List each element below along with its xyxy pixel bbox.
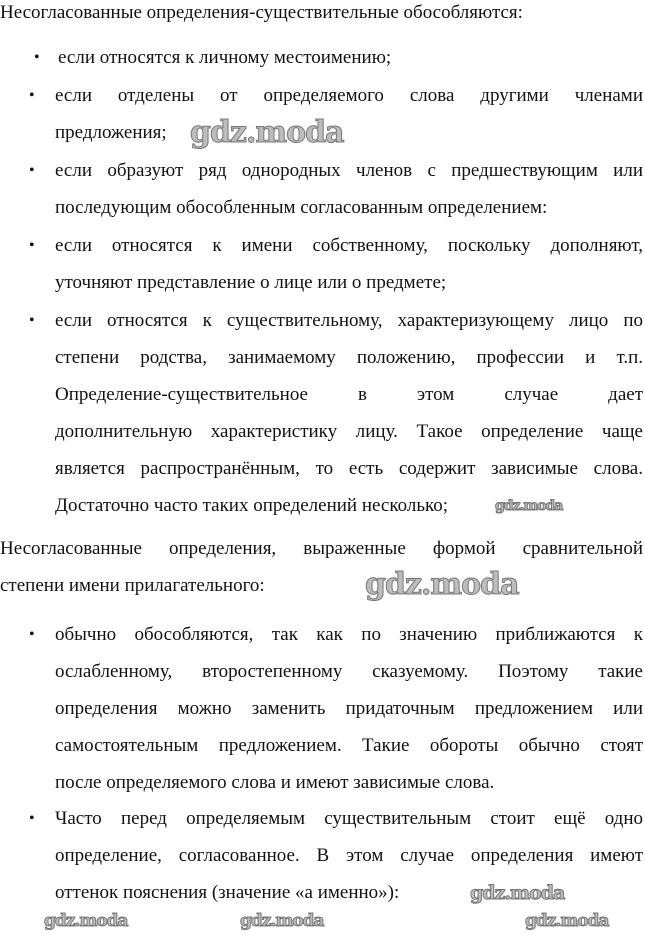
bullet-icon: • (34, 49, 40, 66)
text-line: определение, согласованное. В этом случае определения имеют (55, 845, 643, 866)
text-line: предложения; (55, 122, 167, 143)
watermark: gdz.moda (365, 567, 519, 602)
bullet-icon: • (29, 626, 35, 643)
bullet-item (29, 227, 643, 301)
text-line: Несогласованные определения, выраженные формой сравнительной (0, 538, 643, 559)
bullet-icon: • (29, 810, 35, 827)
bullet-icon: • (29, 162, 35, 179)
text-line: если образуют ряд однородных членов с предшествующим или (55, 160, 643, 181)
bullet-icon: • (29, 237, 35, 254)
bullet-item (29, 302, 643, 524)
text-line: оттенок пояснения (значение «а именно»): (55, 882, 400, 903)
text-line: если относятся к существительному, характеризующему лицо по (55, 310, 643, 331)
text-line: степени родства, занимаемому положению, профессии и т.п. (55, 347, 643, 368)
watermark: gdz.moda (44, 911, 128, 931)
text-line: самостоятельным предложением. Такие обороты обычно стоят (55, 735, 643, 756)
text-line: если относятся к имени собственному, поскольку дополняют, (55, 235, 643, 256)
watermark: gdz.moda (240, 911, 324, 931)
paragraph (0, 0, 643, 31)
text-line: после определяемого слова и имеют зависимые слова. (55, 772, 495, 793)
text-line: степени имени прилагательного: (0, 575, 265, 596)
bullet-item (29, 616, 643, 801)
watermark: gdz.moda (190, 115, 344, 150)
bullet-item (29, 152, 643, 226)
bullet-icon: • (29, 312, 35, 329)
text-line: если относятся к личному местоимению; (58, 47, 392, 68)
watermark: gdz.moda (470, 882, 565, 904)
text-line: Определение-существительное в этом случае дает (55, 384, 643, 405)
watermark: gdz.moda (525, 911, 609, 931)
text-line: обычно обособляются, так как по значению приближаются к (55, 624, 643, 645)
bullet-item (34, 39, 643, 76)
text-line: дополнительную характеристику лицу. Такое определение чаще (55, 421, 643, 442)
text-line: Достаточно часто таких определений несколько; (55, 495, 449, 516)
bullet-icon: • (29, 87, 35, 104)
text-line: уточняют представление о лице или о предмете; (55, 272, 447, 293)
text-line: является распространённым, то есть содержит зависимые слова. (55, 458, 643, 479)
text-line: если отделены от определяемого слова другими членами (55, 85, 643, 106)
paragraph (0, 530, 643, 604)
bullet-item (29, 77, 643, 151)
text-line: Несогласованные определения-существительные обособляются: (0, 2, 523, 23)
text-line: Часто перед определяемым существительным стоит ещё одно (55, 808, 643, 829)
text-line: определения можно заменить придаточным предложением или (55, 698, 643, 719)
watermark: gdz.moda (495, 498, 563, 514)
text-line: ослабленному, второстепенному сказуемому. Поэтому такие (55, 661, 643, 682)
text-line: последующим обособленным согласованным определением: (55, 197, 548, 218)
